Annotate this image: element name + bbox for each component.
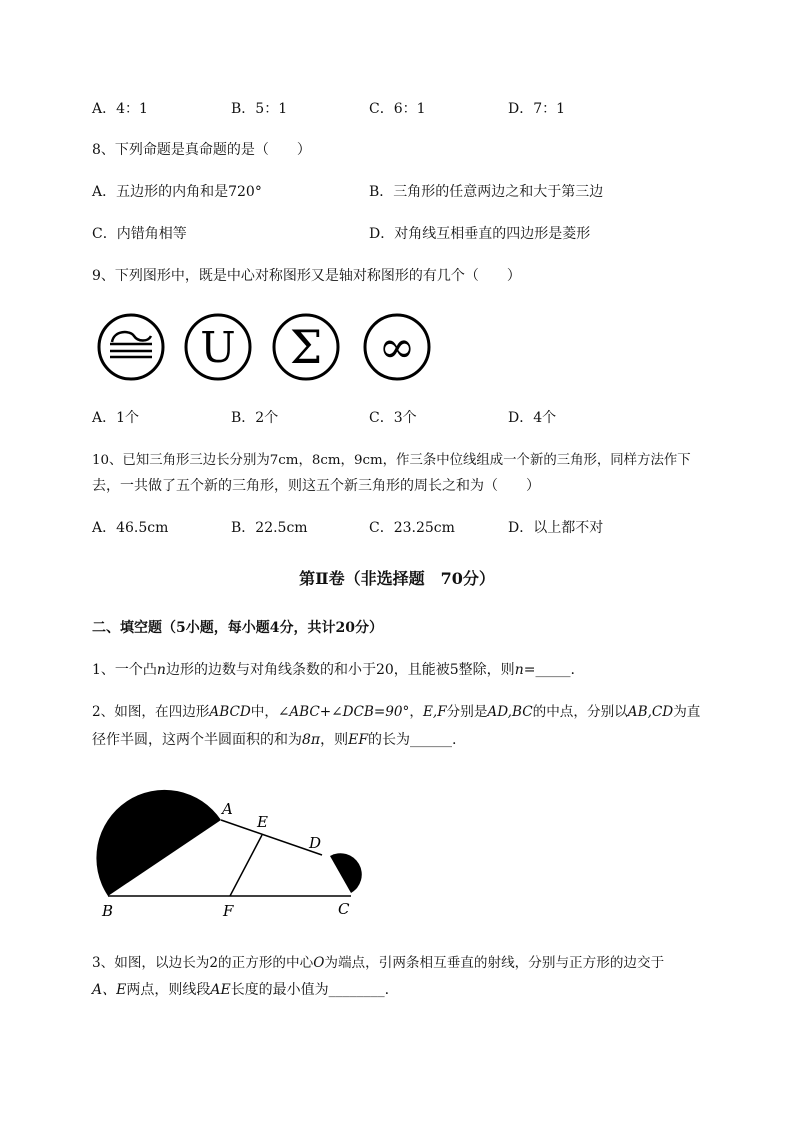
fill2-var-abcd: ABCD	[209, 704, 251, 720]
fill2-text: ，则	[320, 732, 349, 748]
fill3-var-o: O	[313, 955, 325, 971]
q7-option-d: D．7：1	[508, 101, 566, 117]
fill1-post: =_____.	[523, 662, 575, 678]
symbol-u: U	[200, 323, 236, 372]
q8-option-d: D．对角线互相垂直的四边形是菱形	[369, 226, 591, 242]
fill2-line1	[92, 702, 700, 722]
fill3-text: 3、如图，以边长为2的正方形的中心	[92, 955, 314, 971]
infinity-circle-icon	[362, 312, 432, 382]
fill3-var-ae: A、E	[92, 982, 127, 998]
section2-heading: 二、填空题（5小题，每小题4分，共计20分）	[92, 620, 383, 636]
fill2-line2	[92, 730, 457, 750]
fill3-text: 为端点，引两条相互垂直的射线，分别与正方形的边交于	[324, 955, 665, 971]
fill1-mid: 边形的边数与对角线条数的和小于20，且能被5整除，则	[165, 662, 515, 678]
q7-option-a: A．4：1	[92, 101, 148, 117]
q7-option-b: B．5：1	[231, 101, 288, 117]
label-d: D	[309, 834, 322, 852]
sigma-circle-icon	[271, 312, 341, 382]
q9-option-c: C．3个	[369, 410, 417, 426]
fill2-text: 分别是	[446, 704, 488, 720]
fill3-line1	[92, 953, 664, 973]
fill1-var-n2: n	[514, 662, 524, 678]
fill2-var-adbc: AD,BC	[487, 704, 533, 720]
u-circle-icon	[183, 312, 253, 382]
fill2-text: ，	[409, 704, 423, 720]
q8-option-a: A．五边形的内角和是720°	[92, 184, 262, 200]
fill1-pre: 1、一个凸	[92, 662, 157, 678]
fill2-angle-expr: ∠ABC+∠DCB=90°	[277, 704, 410, 720]
fill2-text: 的中点，分别以	[532, 704, 628, 720]
fill2-text: 径作半圆，这两个半圆面积的和为	[92, 732, 302, 748]
q7-option-c: C．6：1	[369, 101, 426, 117]
quadrilateral-semicircles-figure	[90, 780, 370, 925]
fill2-text: 中，	[250, 704, 278, 720]
fill1-question	[92, 660, 575, 680]
fill2-var-ef: E,F	[422, 704, 447, 720]
q8-stem: 8、下列命题是真命题的是（ ）	[92, 142, 311, 158]
q9-option-a: A．1个	[92, 410, 140, 426]
symbol-infinity: ∞	[378, 322, 416, 373]
fill3-text: 两点，则线段	[126, 982, 211, 998]
label-b: B	[102, 902, 114, 920]
q10-stem-line1: 10、已知三角形三边长分别为7cm，8cm，9cm，作三条中位线组成一个新的三角形，同样方法作下	[92, 453, 691, 468]
part2-title: 第Ⅱ卷（非选择题 70分）	[299, 569, 495, 588]
q10-option-a: A．46.5cm	[92, 520, 169, 536]
fill2-text: 2、如图，在四边形	[92, 704, 210, 720]
symbol-sigma: Σ	[289, 320, 323, 374]
fill2-var-ef2: EF	[348, 732, 369, 748]
q10-option-c: C．23.25cm	[369, 520, 455, 536]
q10-option-d: D．以上都不对	[508, 520, 604, 536]
q10-stem-line2: 去，一共做了五个新的三角形，则这五个新三角形的周长之和为（ ）	[92, 478, 540, 494]
label-c: C	[338, 900, 350, 918]
fill3-text: 长度的最小值为________.	[230, 982, 390, 998]
fill3-var-ae2: AE	[210, 982, 231, 998]
q8-option-c: C．内错角相等	[92, 226, 187, 242]
semicircle-ab	[96, 790, 221, 896]
semicircle-cd	[330, 853, 362, 893]
q9-option-d: D．4个	[508, 410, 557, 426]
wave-lines-circle-icon	[96, 312, 166, 382]
fill2-var-abcd2: AB,CD	[627, 704, 674, 720]
q8-option-b: B．三角形的任意两边之和大于第三边	[369, 184, 604, 200]
q9-stem: 9、下列图形中，既是中心对称图形又是轴对称图形的有几个（ ）	[92, 268, 521, 284]
q9-option-b: B．2个	[231, 410, 279, 426]
fill2-8pi: 8π	[302, 732, 321, 748]
q10-option-b: B．22.5cm	[231, 520, 308, 536]
fill2-text: 为直	[673, 704, 701, 720]
label-e: E	[257, 813, 268, 831]
label-a: A	[222, 800, 233, 818]
fill2-text: 的长为______.	[368, 732, 457, 748]
label-f: F	[223, 902, 234, 920]
fill3-line2	[92, 980, 389, 1000]
fill1-var-n: n	[156, 662, 166, 678]
